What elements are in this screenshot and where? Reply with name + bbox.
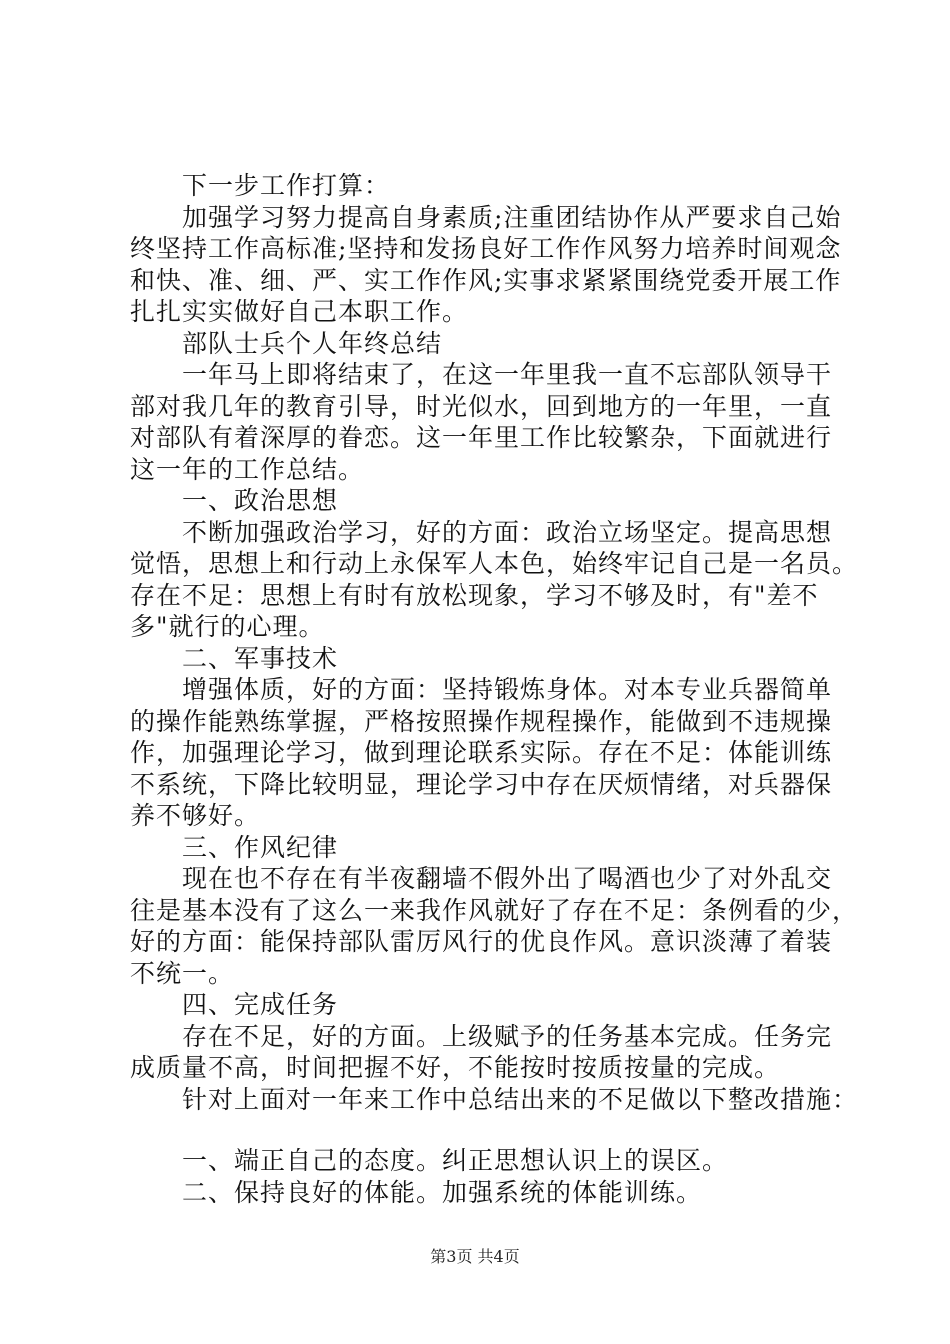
measure-item: 二、保持良好的体能。加强系统的体能训练。 [182, 1177, 703, 1207]
measure-item: 一、端正自己的态度。纠正思想认识上的误区。 [182, 1146, 729, 1175]
paragraph-line: 部对我几年的教育引导，时光似水，回到地方的一年里，一直 [130, 391, 833, 421]
paragraph-line: 对部队有着深厚的眷恋。这一年里工作比较繁杂，下面就进行 [130, 423, 833, 452]
paragraph-line: 存在不足，好的方面。上级赋予的任务基本完成。任务完 [182, 1021, 833, 1051]
page-footer: 第3页 共4页 [430, 1247, 520, 1266]
paragraph-line: 针对上面对一年来工作中总结出来的不足做以下整改措施： [182, 1084, 859, 1114]
paragraph-gap [130, 1115, 830, 1145]
section-heading-tasks: 四、完成任务 [182, 990, 339, 1019]
paragraph-line: 好的方面：能保持部队雷厉风行的优良作风。意识淡薄了着装 [130, 927, 833, 956]
paragraph-line: 多"就行的心理。 [130, 612, 325, 641]
section-heading-military: 二、军事技术 [182, 643, 339, 673]
paragraph-line: 养不够好。 [130, 801, 261, 830]
paragraph-line: 一年马上即将结束了，在这一年里我一直不忘部队领导干 [182, 360, 833, 389]
paragraph-line: 成质量不高，时间把握不好，不能按时按质按量的完成。 [130, 1053, 781, 1082]
paragraph-line: 不断加强政治学习，好的方面：政治立场坚定。提高思想 [182, 517, 833, 547]
paragraph-line: 扎扎实实做好自己本职工作。 [130, 297, 469, 326]
paragraph-line: 现在也不存在有半夜翻墙不假外出了喝酒也少了对外乱交 [182, 864, 833, 893]
section-heading-next-steps: 下一步工作打算： [182, 171, 391, 200]
section-heading-politics: 一、政治思想 [182, 486, 339, 515]
paragraph-line: 作，加强理论学习，做到理论联系实际。存在不足：体能训练 [130, 738, 833, 767]
section-heading-discipline: 三、作风纪律 [182, 832, 339, 862]
paragraph-line: 加强学习努力提高自身素质;注重团结协作从严要求自己始 [182, 202, 842, 232]
paragraph-line: 的操作能熟练掌握，严格按照操作规程操作，能做到不违规操 [130, 706, 833, 736]
paragraph-line: 不系统，下降比较明显，理论学习中存在厌烦情绪，对兵器保 [130, 769, 833, 799]
paragraph-line: 往是基本没有了这么一来我作风就好了存在不足：条例看的少， [130, 895, 859, 925]
paragraph-line: 和快、准、细、严、实工作作风;实事求紧紧围绕党委开展工作 [130, 265, 842, 295]
paragraph-line: 不统一。 [130, 958, 235, 988]
paragraph-line: 这一年的工作总结。 [130, 454, 365, 484]
paragraph-line: 存在不足：思想上有时有放松现象，学习不够及时，有"差不 [130, 580, 819, 610]
document-body [130, 170, 859, 1208]
paragraph-line: 增强体质，好的方面：坚持锻炼身体。对本专业兵器简单 [182, 675, 833, 704]
paragraph-line: 觉悟，思想上和行动上永保军人本色，始终牢记自己是一名员。 [130, 549, 859, 578]
document-title: 部队士兵个人年终总结 [182, 328, 443, 358]
paragraph-line: 终坚持工作高标准;坚持和发扬良好工作作风努力培养时间观念 [130, 234, 842, 263]
